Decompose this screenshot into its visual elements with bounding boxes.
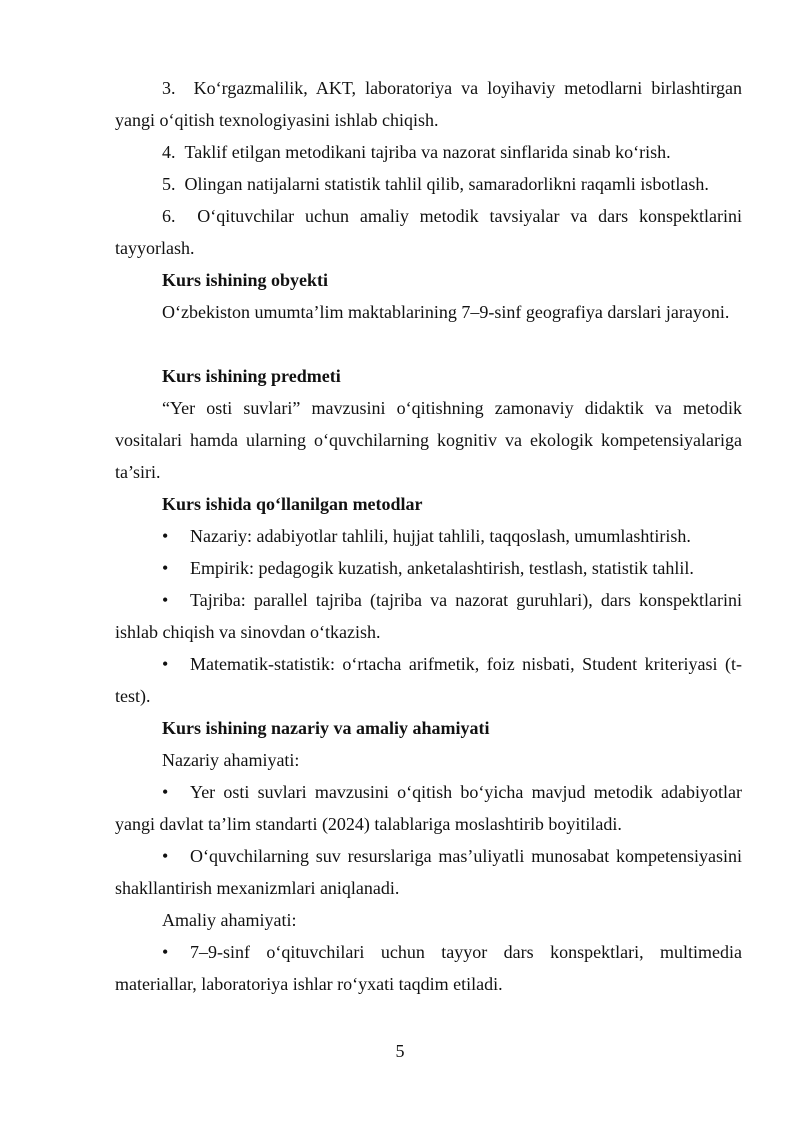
task-item-3: 3. Ko‘rgazmalilik, AKT, laboratoriya va loyihaviy metodlarni birlashtirgan yangi o‘qitish texnologiyasini ishlab chiqish.: [115, 78, 742, 130]
task-item-5: 5. Olingan natijalarni statistik tahlil qilib, samaradorlikni raqamli isbotlash.: [162, 174, 709, 194]
nazariy-label: Nazariy ahamiyati:: [162, 750, 300, 770]
amaliy-bullet-1: • 7–9-sinf o‘qituvchilari uchun tayyor dars konspektlari, multimedia materiallar, laboratoriya ishlar ro‘yxati taqdim etiladi.: [115, 936, 742, 1000]
nazariy-bullet-2: • O‘quvchilarning suv resurslariga mas’uliyatli munosabat kompetensiyasini shakllantirish mexanizmlari aniqlanadi.: [115, 840, 742, 904]
method-bullet-tajriba: • Tajriba: parallel tajriba (tajriba va nazorat guruhlari), dars konspektlarini ishlab chiqish va sinovdan o‘tkazish.: [115, 584, 742, 648]
bullet-icon: •: [162, 558, 169, 578]
method-bullet-nazariy: • Nazariy: adabiyotlar tahlili, hujjat tahlili, taqqoslash, umumlashtirish.: [115, 520, 742, 552]
bullet-icon: •: [162, 654, 169, 674]
page-number: 5: [395, 1041, 405, 1061]
bullet-icon: •: [162, 526, 169, 546]
bullet-icon: •: [162, 782, 169, 802]
predmet-text: “Yer osti suvlari” mavzusini o‘qitishning zamonaviy didaktik va metodik vositalari hamda ularning o‘quvchilarning kognitiv va ekologik kompetensiyalariga ta’siri.: [115, 398, 742, 482]
ahamiyat-heading: Kurs ishining nazariy va amaliy ahamiyati: [162, 718, 490, 738]
method-bullet-empirik: • Empirik: pedagogik kuzatish, anketalashtirish, testlash, statistik tahlil.: [115, 552, 742, 584]
task-item-6: 6. O‘qituvchilar uchun amaliy metodik tavsiyalar va dars konspektlarini tayyorlash.: [115, 206, 742, 258]
obyekt-text: O‘zbekiston umumta’lim maktablarining 7–9-sinf geografiya darslari jarayoni.: [162, 302, 730, 322]
method-bullet-matematik: • Matematik-statistik: o‘rtacha arifmetik, foiz nisbati, Student kriteriyasi (t-test).: [115, 648, 742, 712]
methods-heading: Kurs ishida qo‘llanilgan metodlar: [162, 494, 423, 514]
task-item-4: 4. Taklif etilgan metodikani tajriba va nazorat sinflarida sinab ko‘rish.: [162, 142, 671, 162]
amaliy-label: Amaliy ahamiyati:: [162, 910, 297, 930]
bullet-icon: •: [162, 590, 169, 610]
bullet-icon: •: [162, 942, 169, 962]
obyekt-heading: Kurs ishining obyekti: [162, 270, 329, 290]
nazariy-bullet-1: • Yer osti suvlari mavzusini o‘qitish bo‘yicha mavjud metodik adabiyotlar yangi davlat ta’lim standarti (2024) talablariga moslashtirib boyitiladi.: [115, 776, 742, 840]
predmet-heading: Kurs ishining predmeti: [162, 366, 341, 386]
bullet-icon: •: [162, 846, 169, 866]
